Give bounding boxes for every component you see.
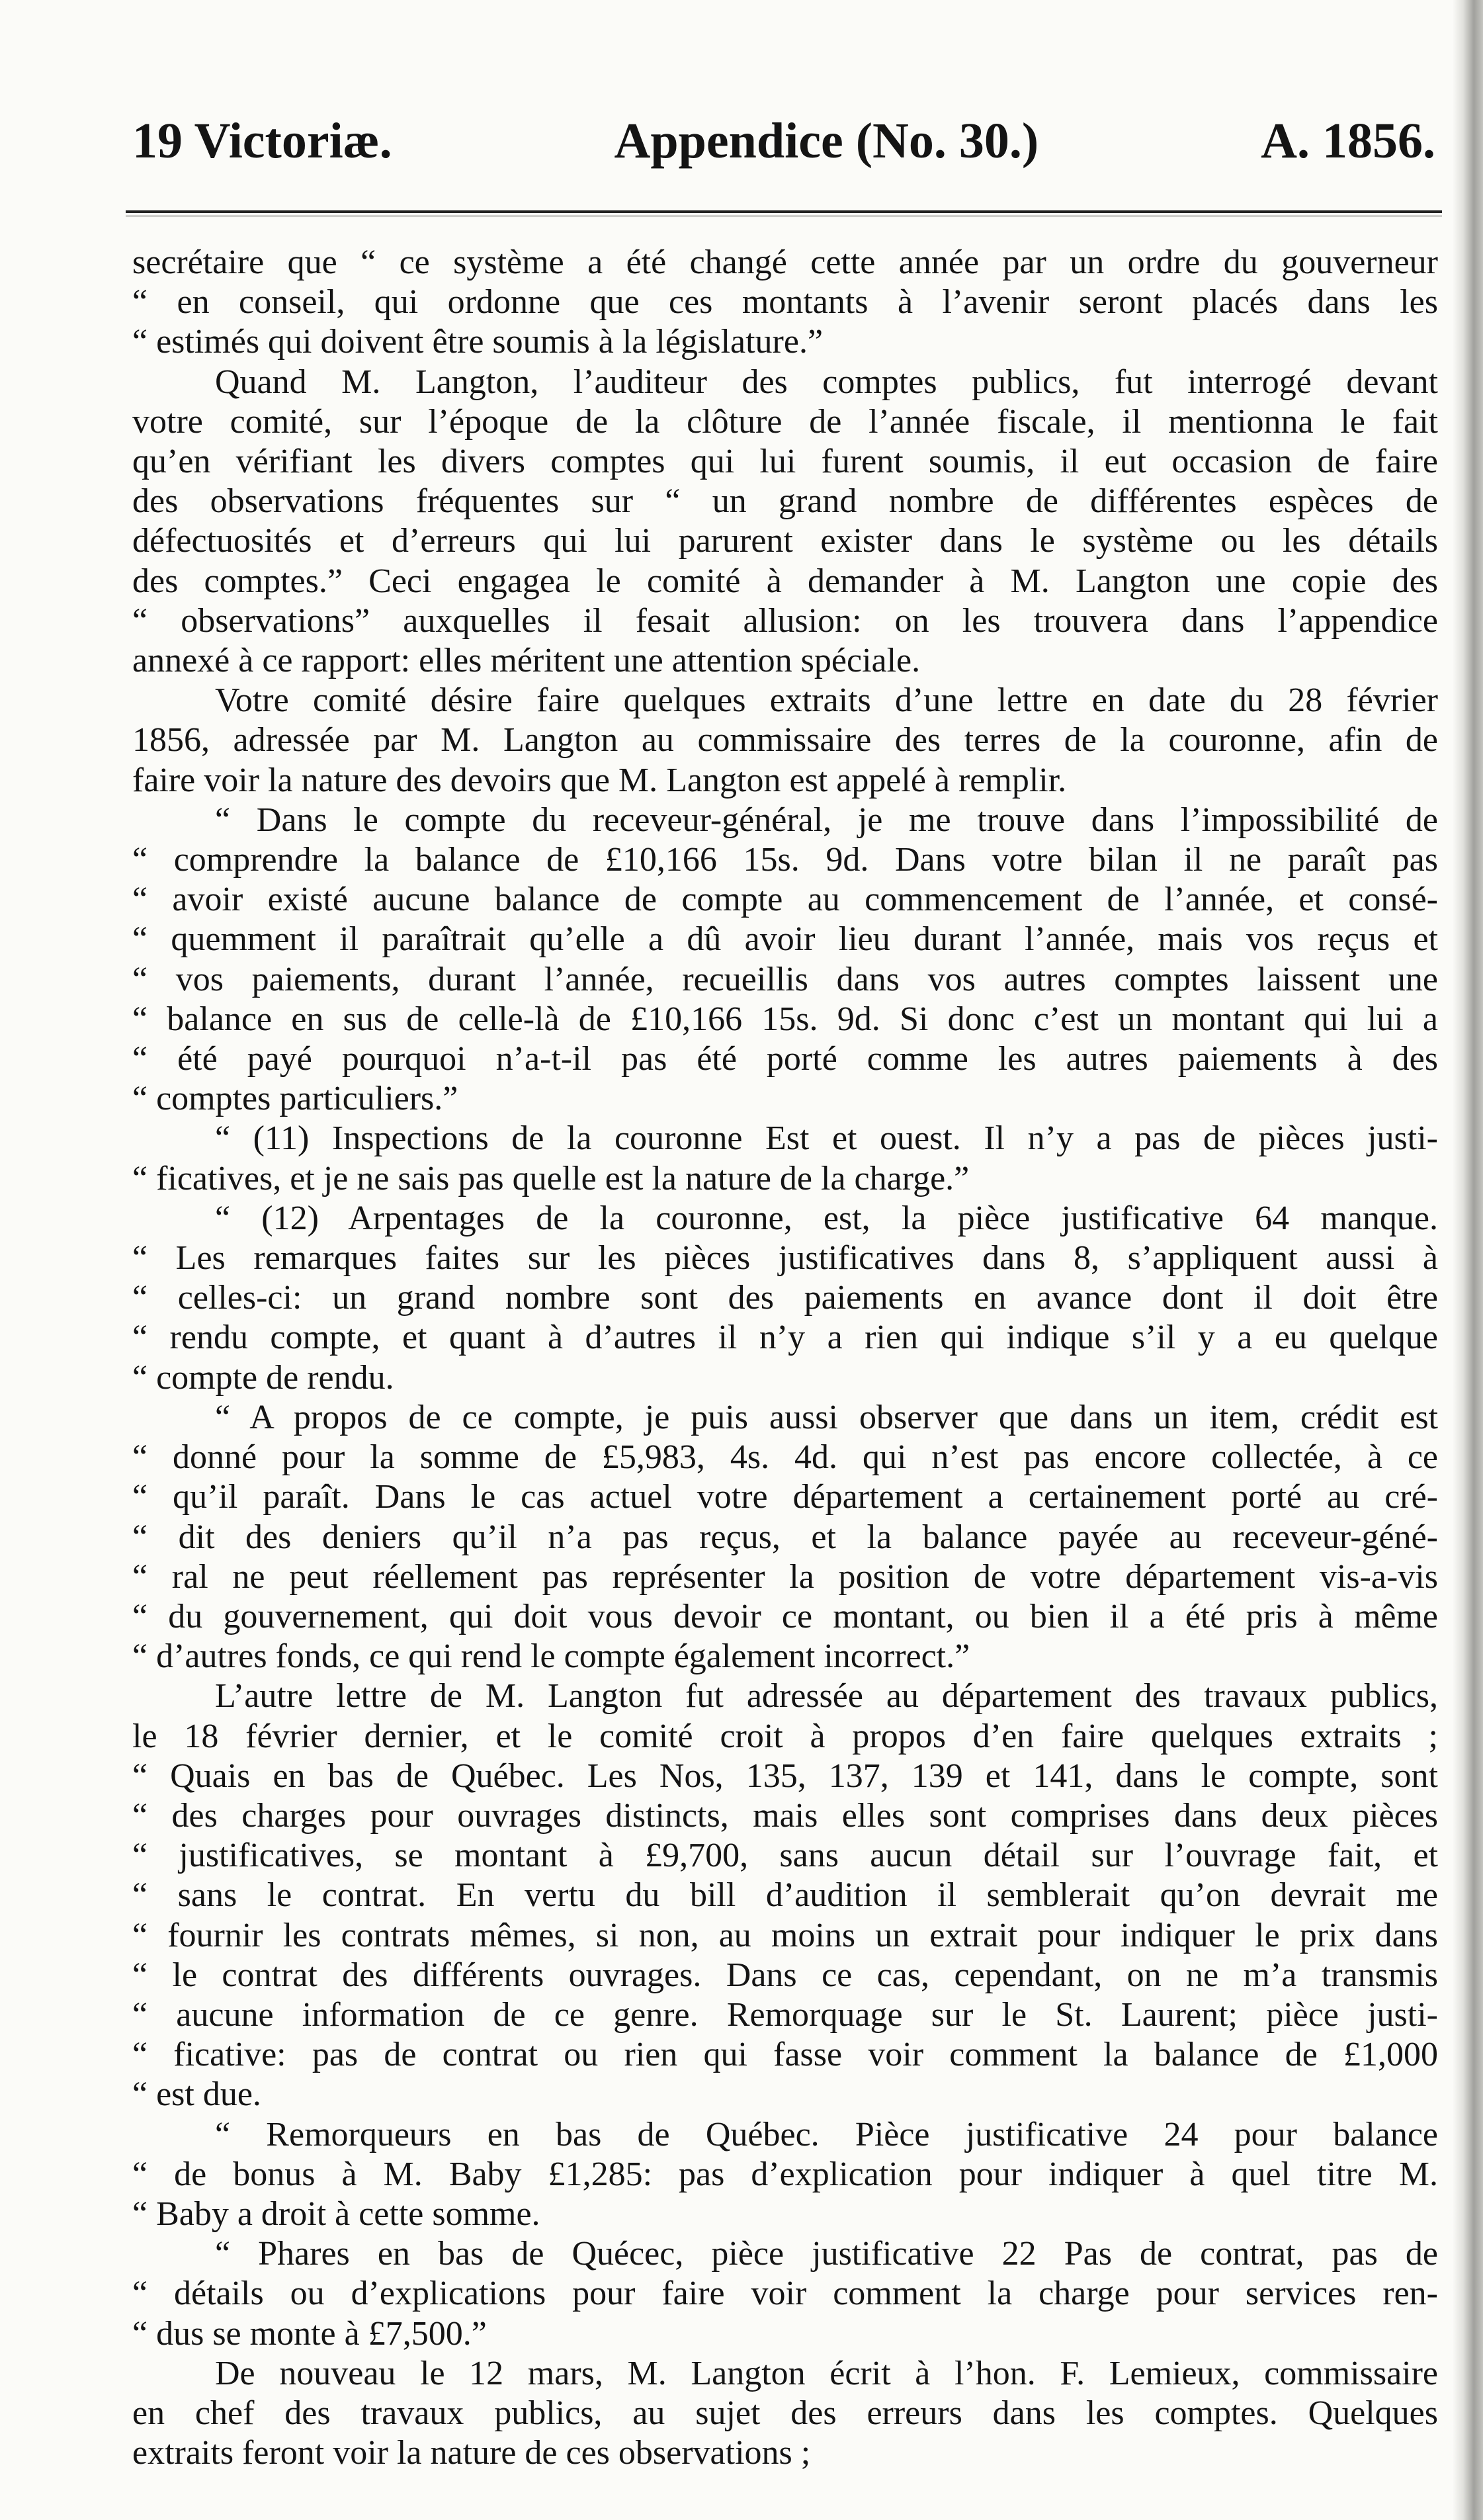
text-line: qu’en vérifiant les divers comptes qui lui furent soumis, il eut occasion de faire — [132, 443, 1438, 481]
header-year: A. 1856. — [1261, 113, 1435, 169]
text-line: “ rendu compte, et quant à d’autres il n’y a rien qui indique s’il y a eu quelque — [132, 1319, 1438, 1357]
text-line: “ en conseil, qui ordonne que ces montants à l’avenir seront placés dans les — [132, 283, 1438, 322]
text-line: “ Quais en bas de Québec. Les Nos, 135, 137, 139 et 141, dans le compte, sont — [132, 1757, 1438, 1795]
text-line: “ été payé pourquoi n’a-t-il pas été porté comme les autres paiements à des — [132, 1040, 1438, 1078]
text-line: “ d’autres fonds, ce qui rend le compte également incorrect.” — [132, 1637, 970, 1676]
text-line: “ de bonus à M. Baby £1,285: pas d’explication pour indiquer à quel titre M. — [132, 2155, 1438, 2193]
text-line: “ avoir existé aucune balance de compte au commencement de l’année, et consé- — [132, 881, 1438, 919]
text-line: “ ral ne peut réellement pas représenter la position de votre département vis-a-vis — [132, 1557, 1438, 1596]
text-line: “ Remorqueurs en bas de Québec. Pièce justificative 24 pour balance — [215, 2115, 1438, 2153]
text-line: “ estimés qui doivent être soumis à la législature.” — [132, 323, 824, 361]
text-line: “ Dans le compte du receveur-général, je me trouve dans l’impossibilité de — [215, 801, 1438, 839]
page-edge-shadow — [1453, 0, 1483, 2520]
text-line: défectuosités et d’erreurs qui lui parurent exister dans le système ou les détails — [132, 522, 1438, 560]
text-line: extraits feront voir la nature de ces observations ; — [132, 2434, 811, 2472]
text-line: “ dit des deniers qu’il n’a pas reçus, et la balance payée au receveur-géné- — [132, 1518, 1438, 1556]
text-line: “ vos paiements, durant l’année, recueillis dans vos autres comptes laissent une — [132, 960, 1438, 998]
text-line: annexé à ce rapport: elles méritent une attention spéciale. — [132, 642, 921, 680]
text-line: “ observations” auxquelles il fesait allusion: on les trouvera dans l’appendice — [132, 601, 1438, 640]
running-header — [126, 112, 1442, 185]
text-line: “ Phares en bas de Quécec, pièce justificative 22 Pas de contrat, pas de — [215, 2235, 1438, 2273]
text-line: secrétaire que “ ce système a été changé cette année par un ordre du gouverneur — [132, 243, 1438, 281]
text-line: le 18 février dernier, et le comité croit à propos d’en faire quelques extraits ; — [132, 1717, 1438, 1755]
text-line: “ celles-ci: un grand nombre sont des paiements en avance dont il doit être — [132, 1279, 1438, 1317]
text-line: “ est due. — [132, 2075, 261, 2114]
text-line: 1856, adressée par M. Langton au commissaire des terres de la couronne, afin de — [132, 721, 1438, 760]
text-line: De nouveau le 12 mars, M. Langton écrit à l’hon. F. Lemieux, commissaire — [215, 2354, 1438, 2392]
text-line: votre comité, sur l’époque de la clôture de l’année fiscale, il mentionna le fait — [132, 402, 1438, 441]
text-line: des comptes.” Ceci engagea le comité à demander à M. Langton une copie des — [132, 562, 1438, 600]
document-page — [126, 112, 1442, 2473]
text-line: “ dus se monte à £7,500.” — [132, 2314, 487, 2353]
text-line: “ le contrat des différents ouvrages. Dans ce cas, cependant, on ne m’a transmis — [132, 1956, 1438, 1994]
text-line: “ quemment il paraîtrait qu’elle a dû avoir lieu durant l’année, mais vos reçus et — [132, 920, 1438, 959]
text-line: en chef des travaux publics, au sujet des erreurs dans les comptes. Quelques — [132, 2394, 1438, 2432]
header-rule — [126, 210, 1442, 216]
text-line: “ ficative: pas de contrat ou rien qui fasse voir comment la balance de £1,000 — [132, 2036, 1438, 2074]
text-line: “ donné pour la somme de £5,983, 4s. 4d. qui n’est pas encore collectée, à ce — [132, 1438, 1438, 1477]
text-line: “ fournir les contrats mêmes, si non, au moins un extrait pour indiquer le prix dans — [132, 1916, 1438, 1954]
text-line: “ des charges pour ouvrages distincts, mais elles sont comprises dans deux pièces — [132, 1796, 1438, 1835]
text-line: “ comptes particuliers.” — [132, 1080, 458, 1118]
text-line: des observations fréquentes sur “ un grand nombre de différentes espèces de — [132, 482, 1438, 521]
text-line: L’autre lettre de M. Langton fut adressée au département des travaux publics, — [215, 1677, 1438, 1716]
text-line: “ (12) Arpentages de la couronne, est, la pièce justificative 64 manque. — [215, 1199, 1438, 1237]
text-line: “ (11) Inspections de la couronne Est et ouest. Il n’y a pas de pièces justi- — [215, 1119, 1438, 1158]
header-appendix-title: Appendice (No. 30.) — [614, 113, 1039, 169]
text-line: “ aucune information de ce genre. Remorquage sur le St. Laurent; pièce justi- — [132, 1995, 1438, 2034]
text-line: “ justificatives, se montant à £9,700, sans aucun détail sur l’ouvrage fait, et — [132, 1837, 1438, 1875]
text-line: “ compte de rendu. — [132, 1358, 394, 1397]
text-line: “ balance en sus de celle-là de £10,166 15s. 9d. Si donc c’est un montant qui lui a — [132, 1000, 1438, 1038]
text-line: “ qu’il paraît. Dans le cas actuel votre département a certainement porté au cré- — [132, 1478, 1438, 1516]
text-line: “ comprendre la balance de £10,166 15s. 9d. Dans votre bilan il ne paraît pas — [132, 841, 1438, 879]
text-line: “ du gouvernement, qui doit vous devoir ce montant, ou bien il a été pris à même — [132, 1597, 1438, 1635]
text-line: “ détails ou d’explications pour faire voir comment la charge pour services ren- — [132, 2275, 1438, 2313]
text-line: faire voir la nature des devoirs que M. Langton est appelé à remplir. — [132, 761, 1067, 799]
header-session: 19 Victoriæ. — [132, 113, 392, 169]
text-line: “ Les remarques faites sur les pièces justificatives dans 8, s’appliquent aussi à — [132, 1239, 1438, 1278]
text-line: Quand M. Langton, l’auditeur des comptes publics, fut interrogé devant — [215, 363, 1438, 401]
text-line: “ sans le contrat. En vertu du bill d’audition il semblerait qu’on devrait me — [132, 1876, 1438, 1915]
body-text — [126, 243, 1442, 2473]
text-line: “ Baby a droit à cette somme. — [132, 2194, 540, 2233]
text-line: “ A propos de ce compte, je puis aussi observer que dans un item, crédit est — [215, 1398, 1438, 1436]
text-line: “ ficatives, et je ne sais pas quelle est la nature de la charge.” — [132, 1159, 970, 1197]
text-line: Votre comité désire faire quelques extraits d’une lettre en date du 28 février — [215, 681, 1438, 720]
